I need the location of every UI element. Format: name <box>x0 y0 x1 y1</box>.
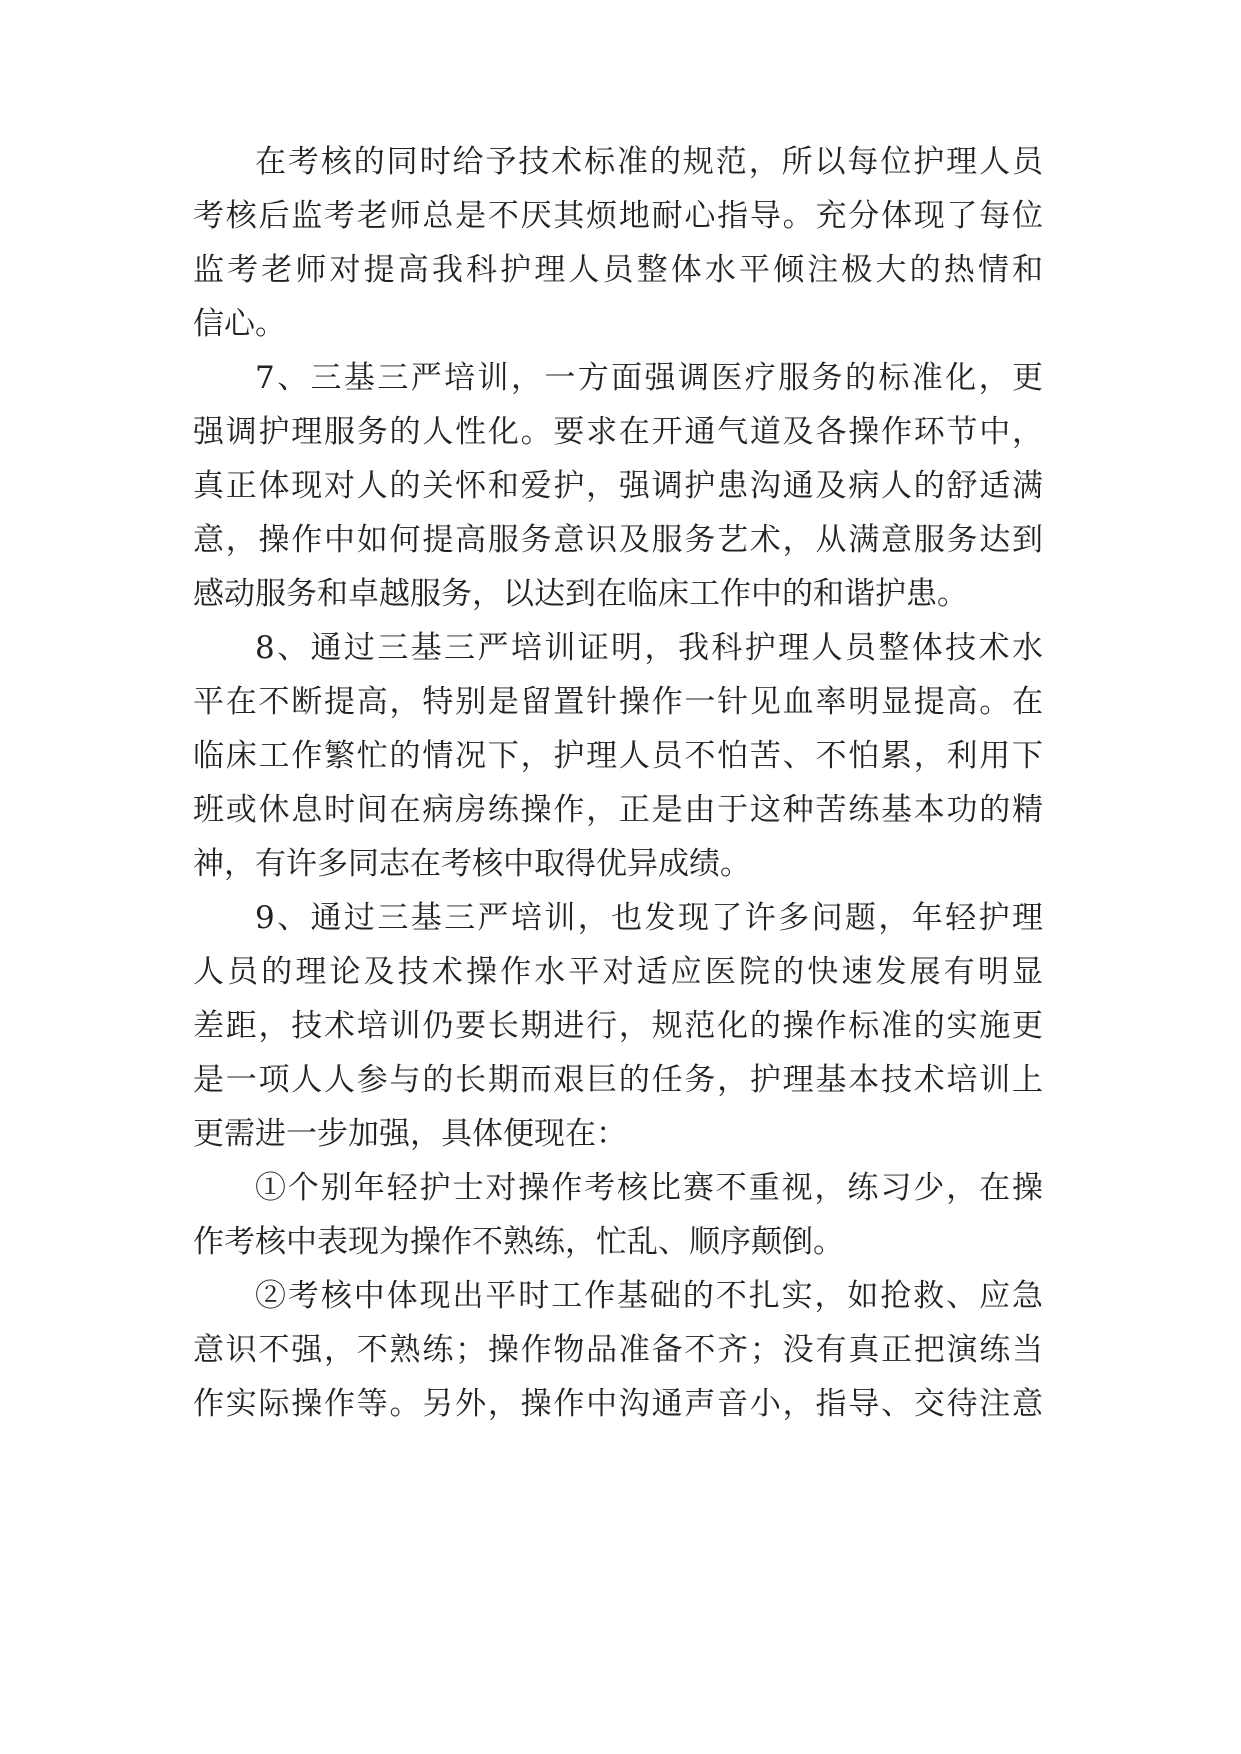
text-line: 更需进一步加强，具体便现在： <box>193 1116 627 1152</box>
text-line: 7、三基三严培训，一方面强调医疗服务的标准化，更 <box>255 360 1043 396</box>
text-line: 临床工作繁忙的情况下，护理人员不怕苦、不怕累，利用下 <box>193 738 1043 774</box>
text-line: 感动服务和卓越服务，以达到在临床工作中的和谐护患。 <box>193 576 968 612</box>
text-line: 人员的理论及技术操作水平对适应医院的快速发展有明显 <box>193 954 1043 990</box>
text-line: 9、通过三基三严培训，也发现了许多问题，年轻护理 <box>255 900 1043 936</box>
text-line: ②考核中体现出平时工作基础的不扎实，如抢救、应急 <box>255 1278 1043 1314</box>
text-line: 意识不强，不熟练；操作物品准备不齐；没有真正把演练当 <box>193 1332 1043 1368</box>
text-line: 差距，技术培训仍要长期进行，规范化的操作标准的实施更 <box>193 1008 1043 1044</box>
text-line: 在考核的同时给予技术标准的规范，所以每位护理人员 <box>255 144 1043 180</box>
text-line: 强调护理服务的人性化。要求在开通气道及各操作环节中， <box>193 414 1043 450</box>
text-line: 监考老师对提高我科护理人员整体水平倾注极大的热情和 <box>193 252 1043 288</box>
text-line: 班或休息时间在病房练操作，正是由于这种苦练基本功的精 <box>193 792 1043 828</box>
text-line: 作考核中表现为操作不熟练，忙乱、顺序颠倒。 <box>193 1224 844 1260</box>
text-line: 是一项人人参与的长期而艰巨的任务，护理基本技术培训上 <box>193 1062 1043 1098</box>
text-line: 意，操作中如何提高服务意识及服务艺术，从满意服务达到 <box>193 522 1043 558</box>
text-line: 真正体现对人的关怀和爱护，强调护患沟通及病人的舒适满 <box>193 468 1043 504</box>
text-line: 信心。 <box>193 306 286 342</box>
text-line: 平在不断提高，特别是留置针操作一针见血率明显提高。在 <box>193 684 1043 720</box>
text-line: 8、通过三基三严培训证明，我科护理人员整体技术水 <box>255 630 1043 666</box>
text-line: 考核后监考老师总是不厌其烦地耐心指导。充分体现了每位 <box>193 198 1043 234</box>
text-line: 神，有许多同志在考核中取得优异成绩。 <box>193 846 751 882</box>
text-line: 作实际操作等。另外，操作中沟通声音小，指导、交待注意 <box>193 1386 1043 1422</box>
text-line: ①个别年轻护士对操作考核比赛不重视，练习少，在操 <box>255 1170 1043 1206</box>
